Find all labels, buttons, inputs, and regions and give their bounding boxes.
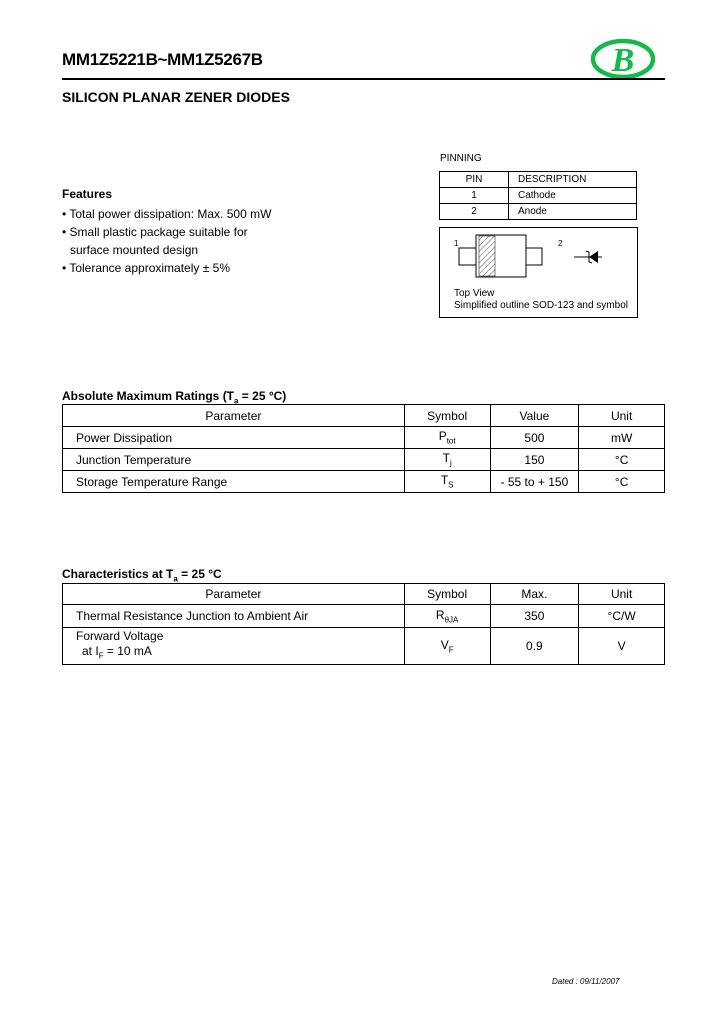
pin-header: PIN xyxy=(440,172,509,188)
col-header-max: Max. xyxy=(490,584,579,605)
pin1-lead xyxy=(459,248,476,265)
abs-max-table xyxy=(62,404,665,493)
characteristics-title: Characteristics at $T_a = 25$ °C xyxy=(62,567,222,584)
features-list xyxy=(62,205,271,277)
value-cell: - 55 to + 150 xyxy=(490,471,579,493)
outline-caption-description: Simplified outline SOD-123 and symbol xyxy=(454,300,628,311)
pinning-table xyxy=(439,171,637,220)
symbol-cell: $T_j$ xyxy=(404,449,490,471)
feature-item: surface mounted design xyxy=(70,243,199,257)
symbol-cell: $R_{\theta JA}$ xyxy=(404,605,490,628)
company-logo xyxy=(590,38,656,80)
table-row xyxy=(63,471,665,493)
unit-cell: °C xyxy=(579,449,665,471)
logo-letter: B xyxy=(611,42,635,79)
symbol-cell: $P_{tot}$ xyxy=(404,427,490,449)
cathode-band xyxy=(479,236,495,276)
parameter-cell: Storage Temperature Range xyxy=(63,471,405,493)
table-row xyxy=(63,628,665,665)
pinning-heading: PINNING xyxy=(440,153,482,164)
parameter-cell: Thermal Resistance Junction to Ambient Air xyxy=(63,605,405,628)
pin-number: 1 xyxy=(440,188,509,204)
col-header-unit: Unit xyxy=(579,405,665,427)
table-row xyxy=(440,204,637,220)
feature-item: • Total power dissipation: Max. 500 mW xyxy=(62,207,272,221)
value-cell: 150 xyxy=(490,449,579,471)
table-row xyxy=(63,427,665,449)
symbol-cell: $T_S$ xyxy=(404,471,490,493)
features-heading: Features xyxy=(62,187,113,201)
table-row xyxy=(63,605,665,628)
parameter-cell: Power Dissipation xyxy=(63,427,405,449)
page-subtitle: SILICON PLANAR ZENER DIODES xyxy=(62,89,290,105)
pin2-label: 2 xyxy=(558,239,563,248)
col-header-unit: Unit xyxy=(579,584,665,605)
pin-description: Cathode xyxy=(509,188,637,204)
unit-cell: °C xyxy=(579,471,665,493)
pin1-label: 1 xyxy=(454,239,459,248)
part-range-title: MM1Z5221B~MM1Z5267B xyxy=(62,50,263,69)
unit-cell: °C/W xyxy=(579,605,665,628)
feature-item: • Tolerance approximately ± 5% xyxy=(62,261,230,275)
dated-footer: Dated : 09/11/2007 xyxy=(552,977,620,986)
value-cell: 350 xyxy=(490,605,579,628)
header-rule xyxy=(62,78,665,80)
package-outline-box xyxy=(439,227,638,318)
abs-max-title: Absolute Maximum Ratings ($T_a = 25$ °C) xyxy=(62,389,287,406)
zener-diode-symbol xyxy=(574,251,602,263)
table-header-row xyxy=(63,584,665,605)
pin2-lead xyxy=(525,248,542,265)
symbol-cell: $V_F$ xyxy=(404,628,490,665)
col-header-symbol: Symbol xyxy=(404,405,490,427)
col-header-value: Value xyxy=(490,405,579,427)
unit-cell: mW xyxy=(579,427,665,449)
pin-description: Anode xyxy=(509,204,637,220)
feature-item: • Small plastic package suitable for xyxy=(62,225,248,239)
unit-cell: V xyxy=(579,628,665,665)
table-row xyxy=(440,172,637,188)
pin-number: 2 xyxy=(440,204,509,220)
description-header: DESCRIPTION xyxy=(509,172,637,188)
col-header-parameter: Parameter xyxy=(63,405,405,427)
outline-caption xyxy=(454,288,628,312)
col-header-parameter: Parameter xyxy=(63,584,405,605)
parameter-cell: Junction Temperature xyxy=(63,449,405,471)
value-cell: 0.9 xyxy=(490,628,579,665)
table-row xyxy=(63,449,665,471)
value-cell: 500 xyxy=(490,427,579,449)
parameter-cell: Forward Voltage at $I_F = 10$ mA xyxy=(63,628,405,665)
characteristics-table xyxy=(62,583,665,665)
table-header-row xyxy=(63,405,665,427)
col-header-symbol: Symbol xyxy=(404,584,490,605)
outline-caption-view: Top View xyxy=(454,288,495,299)
table-row xyxy=(440,188,637,204)
sod123-outline-diagram xyxy=(440,228,637,288)
